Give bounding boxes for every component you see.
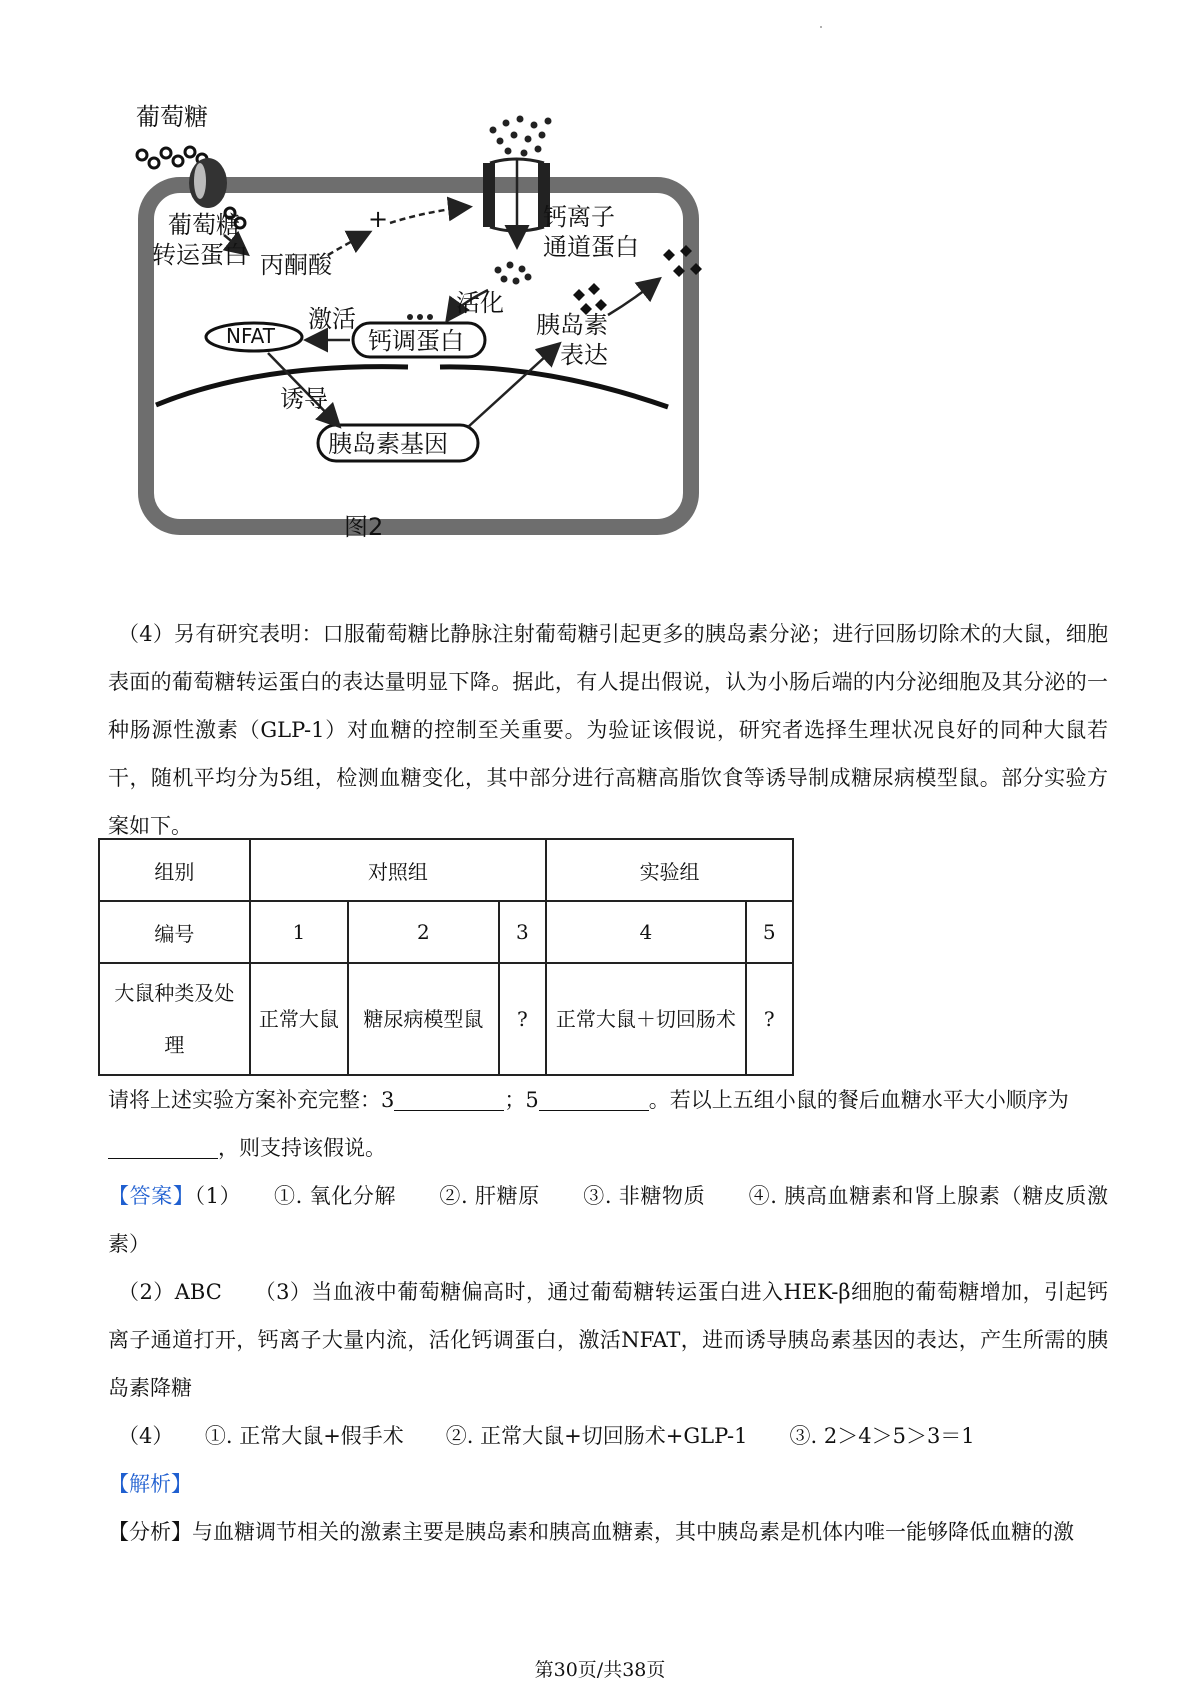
nuclear-membrane-2: [440, 367, 668, 407]
table-cell: 组别: [99, 839, 250, 901]
label-activate-cam: 活化: [456, 289, 504, 317]
fill-text-3: 。若以上五组小鼠的餐后血糖水平大小顺序为: [648, 1088, 1069, 1112]
table-cell: 大鼠种类及处理: [99, 963, 250, 1075]
table-cell: ?: [499, 963, 546, 1075]
label-pyruvate: 丙酮酸: [260, 251, 332, 279]
label-channel-2: 通道蛋白: [543, 233, 639, 261]
label-insulin-expr-1: 胰岛素: [536, 311, 608, 339]
label-transporter-2: 转运蛋白: [152, 241, 248, 269]
table-row: [99, 839, 793, 901]
figure-caption: 图2: [344, 513, 384, 541]
experiment-table: [98, 838, 794, 1076]
glucose-transporter-icon: [189, 158, 227, 208]
answer-4: （4） ①. 正常大鼠+假手术 ②. 正常大鼠+切回肠术+GLP-1 ③. 2＞4＞5＞3＝1: [118, 1424, 975, 1448]
table-cell: ?: [746, 963, 793, 1075]
table-row: [99, 963, 793, 1075]
label-glucose: 葡萄糖: [136, 103, 208, 131]
table-row: [99, 901, 793, 963]
answer-tag: 【答案】: [108, 1184, 195, 1208]
page-footer: 第30页/共38页: [534, 1659, 666, 1681]
fill-text-1: 请将上述实验方案补充完整：3: [108, 1088, 395, 1112]
blank-order[interactable]: [108, 1134, 218, 1159]
table-cell: 1: [250, 901, 348, 963]
arrow-insulin-secretion: [608, 280, 658, 315]
analysis-tag: 【解析】: [108, 1472, 192, 1496]
answer-2-3: （2）ABC （3）当血液中葡萄糖偏高时，通过葡萄糖转运蛋白进入HEK-β细胞的葡萄糖增加，引起钙离子通道打开，钙离子大量内流，活化钙调蛋白，激活NFAT，进而诱导胰岛素基因的表达，产生所需的胰岛素降糖: [108, 1280, 1108, 1400]
table-cell: 对照组: [250, 839, 546, 901]
arrow-pyruvate-to-plus: [328, 233, 368, 255]
table-cell: 编号: [99, 901, 250, 963]
fill-in-paragraph: [108, 1076, 1108, 1172]
answer-section: [108, 1172, 1108, 1556]
table-cell: 3: [499, 901, 546, 963]
label-insulin-expr-2: 表达: [560, 341, 608, 369]
table-cell: 正常大鼠＋切回肠术: [546, 963, 745, 1075]
fill-text-2: ；5: [504, 1088, 539, 1112]
label-channel-1: 钙离子: [543, 203, 615, 231]
label-transporter-1: 葡萄糖: [168, 211, 240, 239]
label-induce: 诱导: [280, 385, 328, 413]
question-4-paragraph: [108, 610, 1108, 850]
label-nfat: NFAT: [226, 324, 275, 348]
table-cell: 4: [546, 901, 745, 963]
calmodulin-ions: [407, 314, 433, 320]
analysis-text: 【分析】与血糖调节相关的激素主要是胰岛素和胰高血糖素，其中胰岛素是机体内唯一能够降低血糖的激: [108, 1520, 1074, 1544]
fill-text-4: ，则支持该假说。: [218, 1136, 386, 1160]
table-cell: 正常大鼠: [250, 963, 348, 1075]
label-activate-nfat: 激活: [308, 305, 356, 333]
figure-2-diagram: [128, 95, 728, 600]
page-dot: [820, 26, 822, 28]
table-cell: 2: [348, 901, 499, 963]
blank-group-3[interactable]: [394, 1086, 504, 1111]
arrow-plus-to-channel: [390, 207, 468, 223]
table-cell: 糖尿病模型鼠: [348, 963, 499, 1075]
blank-group-5[interactable]: [539, 1086, 649, 1111]
label-plus: +: [368, 205, 389, 233]
answer-1: （1） ①. 氧化分解 ②. 肝糖原 ③. 非糖物质 ④. 胰高血糖素和肾上腺素（糖皮质激素）: [108, 1184, 1109, 1256]
label-calmodulin: 钙调蛋白: [368, 327, 464, 355]
question-4-text: （4）另有研究表明：口服葡萄糖比静脉注射葡萄糖引起更多的胰岛素分泌；进行回肠切除术的大鼠，细胞表面的葡萄糖转运蛋白的表达量明显下降。据此，有人提出假说，认为小肠后端的内分泌细胞及其分泌的一种肠源性激素（GLP-1）对血糖的控制至关重要。为验证该假说，研究者选择生理状况良好的同种大鼠若干，随机平均分为5组，检测血糖变化，其中部分进行高糖高脂饮食等诱导制成糖尿病模型鼠。部分实验方案如下。: [108, 622, 1108, 838]
label-insulin-gene: 胰岛素基因: [328, 430, 448, 458]
calcium-ions-outside: [490, 116, 552, 157]
cell-diagram-svg: [128, 95, 728, 600]
table-cell: 5: [746, 901, 793, 963]
calcium-ions-inside: [495, 262, 532, 285]
arrow-gene-to-expression: [468, 345, 558, 427]
table-cell: 实验组: [546, 839, 793, 901]
